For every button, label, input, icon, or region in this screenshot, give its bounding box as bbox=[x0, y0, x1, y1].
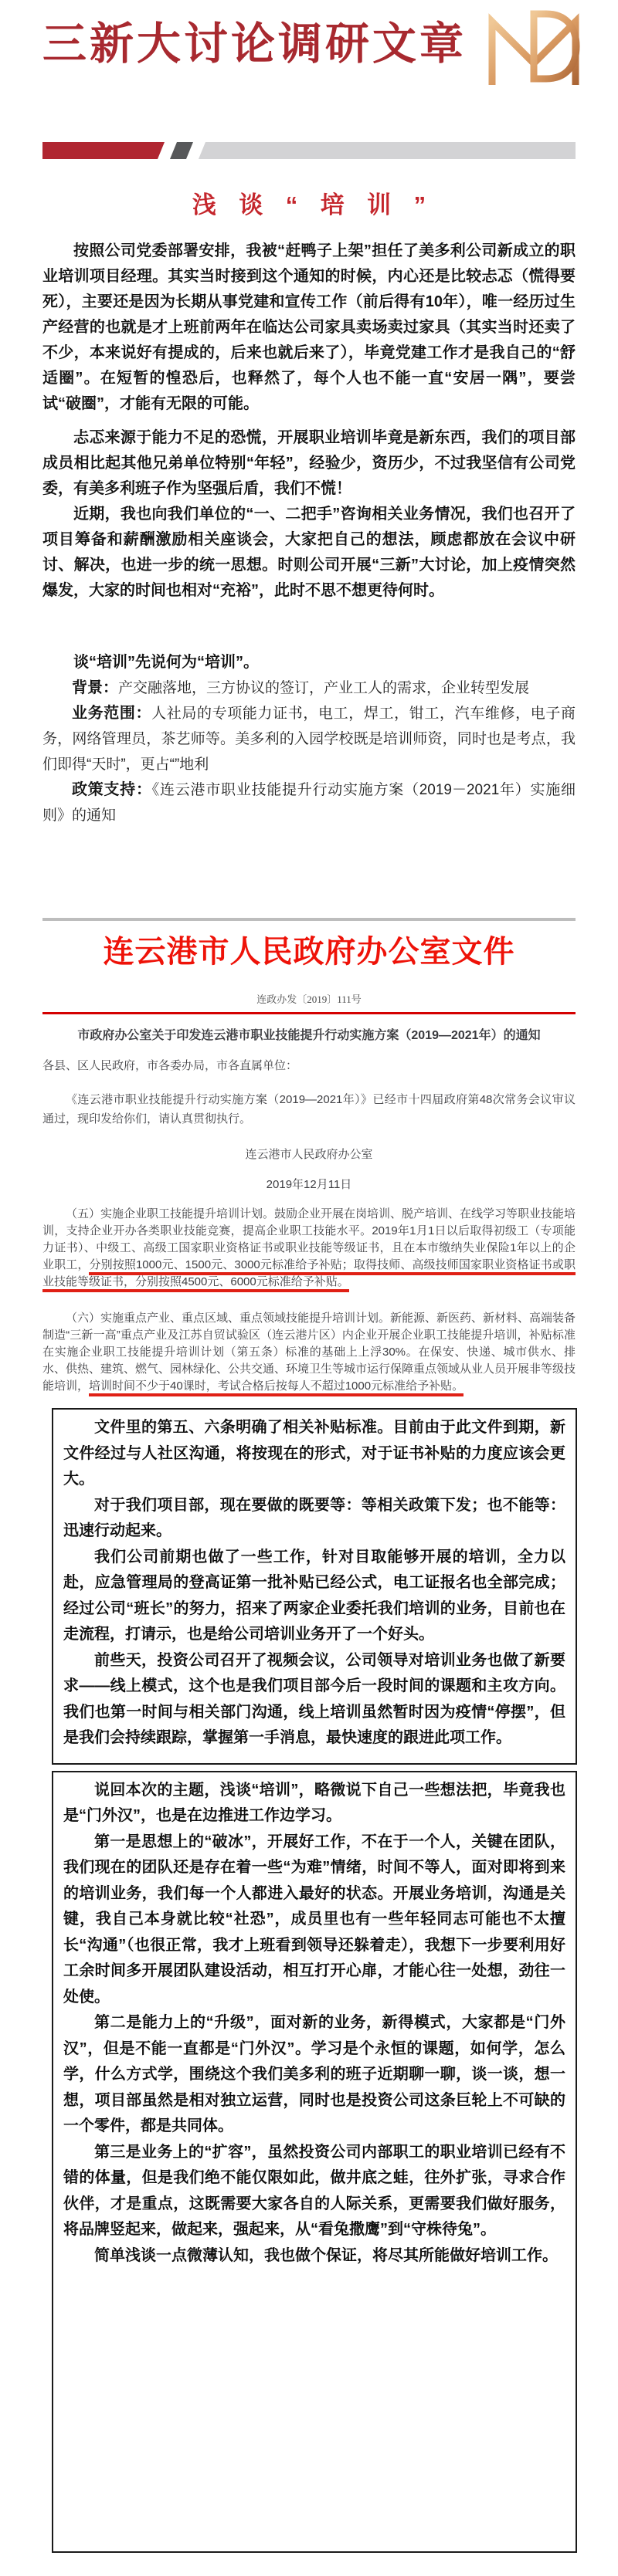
red-underlined-text: 分别按照1000元、1500元、3000元标准给予补贴；取得技师、高级技师国家职业资格证书或职业技能等级证书，分别按照4500元、6000元标准给予补贴。 bbox=[42, 1258, 576, 1292]
gray-divider bbox=[42, 918, 576, 921]
info-label: 背景： bbox=[72, 679, 118, 696]
commentary-paragraph: 说回本次的主题，浅谈“培训”，略微说下自己一些想法把，毕竟我也是“门外汉”，也是在边推进工作边学习。 bbox=[63, 1781, 565, 1824]
decorative-light-bar bbox=[199, 142, 576, 159]
decorative-red-block bbox=[42, 142, 165, 159]
article bbox=[42, 185, 576, 828]
gov-clause-5 bbox=[42, 1206, 576, 1291]
info-text: 《连云港市职业技能提升行动实施方案（2019－2021年）实施细则》的通知 bbox=[42, 782, 576, 824]
gov-clause-6 bbox=[42, 1310, 576, 1395]
commentary-paragraph: 第二是能力上的“升级”，面对新的业务，新得模式，大家都是“门外汉”，但是不能一直都是“门外汉”。学习是个永恒的课题，如何学，怎么学，什么方式学，围绕这个我们美多利的班子近期聊一聊，谈一谈，想一想，项目部虽然是相对独立运营，同时也是投资公司这条巨轮上不可缺的一个零件，都是共同体。 bbox=[63, 2014, 565, 2134]
red-underlined-text: 培训时间不少于40课时，考试合格后按每人不超过1000元标准给予补贴。 bbox=[89, 1379, 464, 1396]
brand-md-monogram-icon bbox=[484, 6, 600, 87]
red-divider bbox=[42, 1012, 576, 1014]
info-label: 政策支持： bbox=[72, 781, 152, 798]
clause-text: （五）实施企业职工技能提升培训计划。鼓励企业开展在岗培训、脱产培训、在线学习等职业技能培训，支持企业开办各类职业技能竞赛，提高企业职工技能水平。2019年1月1日以后取得初级工（专项能力证书）、中级工、高级工国家职业资格证书或职业技能等级证书，且在本市缴纳失业保险1年以上的企业职工， bbox=[42, 1207, 576, 1271]
gov-doc-number: 连政办发〔2019〕111号 bbox=[256, 994, 362, 1005]
commentary-paragraph: 第三是业务上的“扩容”，虽然投资公司内部职工的职业培训已经有不错的体量，但是我们绝不能仅限如此，做井底之蛙，往外扩张，寻求合作伙伴，才是重点，这既需要大家各自的人际关系，更需要我们做好服务，将品牌竖起来，做起来，强起来，从“看兔撒鹰”到“守株待兔”。 bbox=[63, 2143, 565, 2238]
commentary-box-1 bbox=[52, 1408, 577, 1765]
info-text: 人社局的专项能力证书，电工，焊工，钳工，汽车维修，电子商务，网络管理员，茶艺师等。美多利的入园学校既是培训师资，同时也是考点，我们即得“天时”，更占“”地利 bbox=[42, 706, 576, 773]
commentary-box-2 bbox=[52, 1771, 577, 2553]
article-paragraph: 忐忑来源于能力不足的恐慌，开展职业培训毕竟是新东西，我们的项目部成员相比起其他兄弟单位特别“年轻”，经验少，资历少，不过我坚信有公司党委，有美多利班子作为坚强后盾，我们不慌！ bbox=[42, 429, 576, 497]
section-heading: 谈“培训”先说何为“培训”。 bbox=[73, 654, 259, 671]
article-paragraph: 按照公司党委部署安排，我被“赶鸭子上架”担任了美多利公司新成立的职业培训项目经理。其实当时接到这个通知的时候，内心还是比较忐忑（慌得要死），主要还是因为长期从事党建和宣传工作（前后得有10年），唯一经历过生产经营的也就是才上班前两年在临达公司家具卖场卖过家具（其实当时还卖了不少，本来说好有提成的，后来也就后来了），毕竟党建工作才是我自己的“舒适圈”。在短暂的惶恐后，也释然了，每个人也不能一直“安居一隅”，要尝试“破圈”，才能有无限的可能。 bbox=[42, 242, 576, 412]
info-line-business-scope bbox=[42, 701, 576, 777]
gov-date: 2019年12月11日 bbox=[266, 1178, 352, 1191]
masthead bbox=[42, 0, 576, 108]
info-text: 产交融落地，三方协议的签订，产业工人的需求，企业转型发展 bbox=[118, 680, 530, 696]
government-document bbox=[42, 918, 576, 1395]
decorative-dark-block bbox=[170, 142, 193, 159]
commentary-paragraph: 简单浅谈一点微薄认知，我也做个保证，将尽其所能做好培训工作。 bbox=[94, 2246, 558, 2264]
masthead-title: 三新大讨论调研文章 bbox=[42, 19, 467, 69]
gov-notice-title: 市政府办公室关于印发连云港市职业技能提升行动实施方案（2019—2021年）的通知 bbox=[77, 1029, 541, 1042]
gov-signoff: 连云港市人民政府办公室 bbox=[245, 1148, 373, 1161]
commentary-paragraph: 对于我们项目部，现在要做的既要等：等相关政策下发；也不能等：迅速行动起来。 bbox=[63, 1496, 565, 1539]
article-title: 浅谈“培训” bbox=[192, 191, 449, 218]
info-label: 业务范围： bbox=[72, 705, 152, 722]
info-line-background bbox=[42, 675, 576, 701]
gov-recipients: 各县、区人民政府，市各委办局，市各直属单位： bbox=[42, 1059, 298, 1072]
commentary-paragraph: 第一是思想上的“破冰”，开展好工作，不在于一个人，关键在团队，我们现在的团队还是存在着一些“为难”情绪，时间不等人，面对即将到来的培训业务，我们每一个人都进入最好的状态。开展业务培训，沟通是关键，我自己本身就比较“社恐”，成员里也有一些年轻同志可能也不太擅长“沟通”（也很正常，我才上班看到领导还躲着走），我想下一步要利用好工余时间多开展团队建设活动，相互打开心扉，才能心往一处想，劲往一处使。 bbox=[63, 1833, 565, 2006]
gov-doc-header: 连云港市人民政府办公室文件 bbox=[103, 934, 515, 969]
decorative-bar bbox=[42, 142, 576, 159]
article-paragraph: 近期，我也向我们单位的“一、二把手”咨询相关业务情况，我们也召开了项目筹备和薪酬激励相关座谈会，大家把自己的想法，顾虑都放在会议中研讨、解决，也进一步的统一思想。时则公司开展“三新”大讨论，加上疫情突然爆发，大家的时间也相对“充裕”，此时不思不想更待何时。 bbox=[42, 506, 576, 599]
info-line-policy-support bbox=[42, 777, 576, 828]
commentary-paragraph: 文件里的第五、六条明确了相关补贴标准。目前由于此文件到期，新文件经过与人社区沟通，将按现在的形式，对于证书补贴的力度应该会更大。 bbox=[63, 1419, 565, 1488]
clause-text: （六）实施重点产业、重点区域、重点领域技能提升培训计划。新能源、新医药、新材料、高端装备制造“三新一高”重点产业及江苏自贸试验区（连云港片区）内企业开展企业职工技能提升培训，补贴标准在实施企业职工技能提升培训计划（第五条）标准的基础上上浮30%。在保安、快递、城市供水、排水、供热、建筑、燃气、园林绿化、公共交通、环境卫生等城市运行保障重点领域从业人员开展非等级技能培训， bbox=[42, 1312, 576, 1393]
commentary-paragraph: 前些天，投资公司召开了视频会议，公司领导对培训业务也做了新要求——线上模式，这个也是我们项目部今后一段时间的课题和主攻方向。我们也第一时间与相关部门沟通，线上培训虽然暂时因为疫情“停摆”，但是我们会持续跟踪，掌握第一手消息，最快速度的跟进此项工作。 bbox=[63, 1651, 565, 1746]
gov-body-paragraph: 《连云港市职业技能提升行动实施方案（2019—2021年）》已经市十四届政府第48次常务会议审议通过，现印发给你们，请认真贯彻执行。 bbox=[42, 1093, 576, 1126]
commentary-paragraph: 我们公司前期也做了一些工作，针对目取能够开展的培训，全力以赴，应急管理局的登高证第一批补贴已经公式，电工证报名也全部完成；经过公司“班长”的努力，招来了两家企业委托我们培训的业务，目前也在走流程，打请示，也是给公司培训业务开了一个好头。 bbox=[63, 1548, 565, 1643]
